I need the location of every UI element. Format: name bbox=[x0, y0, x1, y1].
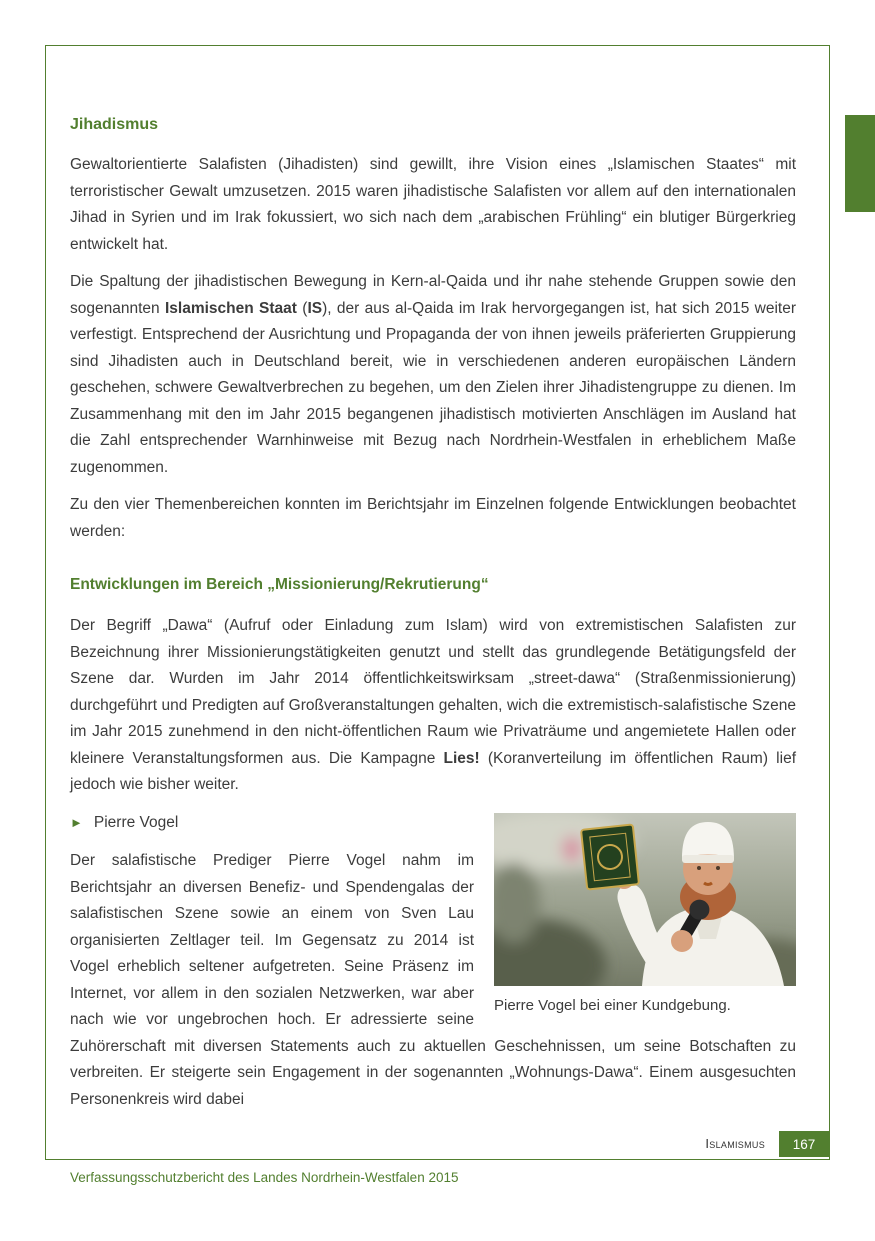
page-number: 167 bbox=[792, 1136, 816, 1152]
bullet-item-pierre-vogel bbox=[70, 810, 474, 837]
figure-caption: Pierre Vogel bei einer Kundgebung. bbox=[494, 996, 731, 1014]
text-run: Die Spaltung der jihadistischen Bewegung in Kern-al-Qaida und ihr nahe stehende Gruppen sowie den sogenannten bbox=[70, 273, 796, 317]
text-run: (Koranverteilung im öffentlichen Raum) lief jedoch wie bisher weiter. bbox=[70, 749, 796, 793]
sub-heading-missionierung: Entwicklungen im Bereich „Missionierung/Rekrutierung“ bbox=[70, 576, 489, 593]
bold-text-run: IS bbox=[307, 299, 323, 317]
bullet-triangle-icon: ► bbox=[70, 814, 83, 830]
paragraph-intro: Gewaltorientierte Salafisten (Jihadisten) sind gewillt, ihre Vision eines „Islamischen Staates“ mit terroristischer Gewalt umzusetzen. 2015 waren jihadistische Salafisten vor allem auf den internationalen Jihad in Syrien und im Irak fokussiert, wo sich nach dem „arabischen Frühling“ ein blutiger Bürgerkrieg entwickelt hat. bbox=[70, 156, 796, 253]
text-run: ( bbox=[296, 299, 308, 317]
figure-pierre-vogel bbox=[494, 813, 796, 1016]
bold-text-run: Islamischen Staat bbox=[164, 299, 297, 317]
bullet-label: Pierre Vogel bbox=[93, 813, 179, 831]
text-run: ), der aus al-Qaida im Irak hervorgegangen ist, hat sich 2015 weiter verfestigt. Entsprechend der Ausrichtung und Propaganda der von ihnen jeweils präferierten Gruppierung sind Jihadisten auch in Deutschland bereit, wie in verschiedenen anderen europäischen Ländern geschehen, schwere Gewaltverbrechen zu begehen, um den Zielen ihrer Jihadistengruppe zu dienen. Im Zusammenhang mit den im Jahr 2015 begangenen jihadistisch motivierten Anschlägen im Ausland hat die Zahl entsprechender Warnhinweise mit Bezug nach Nordrhein-Westfalen in erheblichem Maße zugenommen. bbox=[70, 299, 797, 476]
pierre-vogel-photo bbox=[494, 813, 796, 986]
pierre-vogel-section bbox=[70, 810, 796, 1125]
chapter-label: Islamismus bbox=[705, 1136, 765, 1151]
section-heading: Jihadismus bbox=[70, 116, 159, 133]
chapter-edge-tab bbox=[845, 115, 875, 212]
imprint-line: Verfassungsschutzbericht des Landes Nordrhein-Westfalen 2015 bbox=[70, 1170, 459, 1185]
text-run: Der Begriff „Dawa“ (Aufruf oder Einladung zum Islam) wird von extremistischen Salafisten zur Bezeichnung ihrer Missionierungstätigkeiten genutzt und stellt das grundlegende Betätigungsfeld der Szene dar. Wurden im Jahr 2014 öffentlichkeitswirksam „street-dawa“ (Straßenmissionierung) durchgeführt und Predigten auf Großveranstaltungen gehalten, wich die extremistisch-salafistische Szene im Jahr 2015 zunehmend in den nicht-öffentlichen Raum wie Privaträume und angemietete Hallen oder kleinere Veranstaltungsformen aus. Die Kampagne bbox=[70, 617, 796, 767]
paragraph-dawa bbox=[70, 613, 796, 799]
bold-text-run: Lies! bbox=[443, 749, 480, 767]
paragraph-spaltung bbox=[70, 269, 796, 481]
paragraph-vogel: Der salafistische Prediger Pierre Vogel nahm im Berichtsjahr an diversen Benefiz- und Spendengalas der salafistischen Szene sowie an einem von Sven Lau organisierten Zeltlager teil. Im Gegensatz zu 2014 ist Vogel erheblich seltener aufgetreten. Seine Präsenz im Internet, vor allem in den sozialen Netzwerken, war aber nach wie vor ungebrochen hoch. Er adressierte seine Zuhörerschaft mit diversen Statements auch zu aktuellen Geschehnissen, um seine Botschaften zu verbreiten. Er steigerte sein Engagement in der sogenannten „Wohnungs-Dawa“. Einem ausgesuchten Personenkreis wird dabei bbox=[70, 852, 796, 1108]
page-number-badge bbox=[779, 1131, 829, 1157]
page-content bbox=[70, 112, 796, 1124]
paragraph-themen: Zu den vier Themenbereichen konnten im Berichtsjahr im Einzelnen folgende Entwicklungen beobachtet werden: bbox=[70, 496, 796, 540]
